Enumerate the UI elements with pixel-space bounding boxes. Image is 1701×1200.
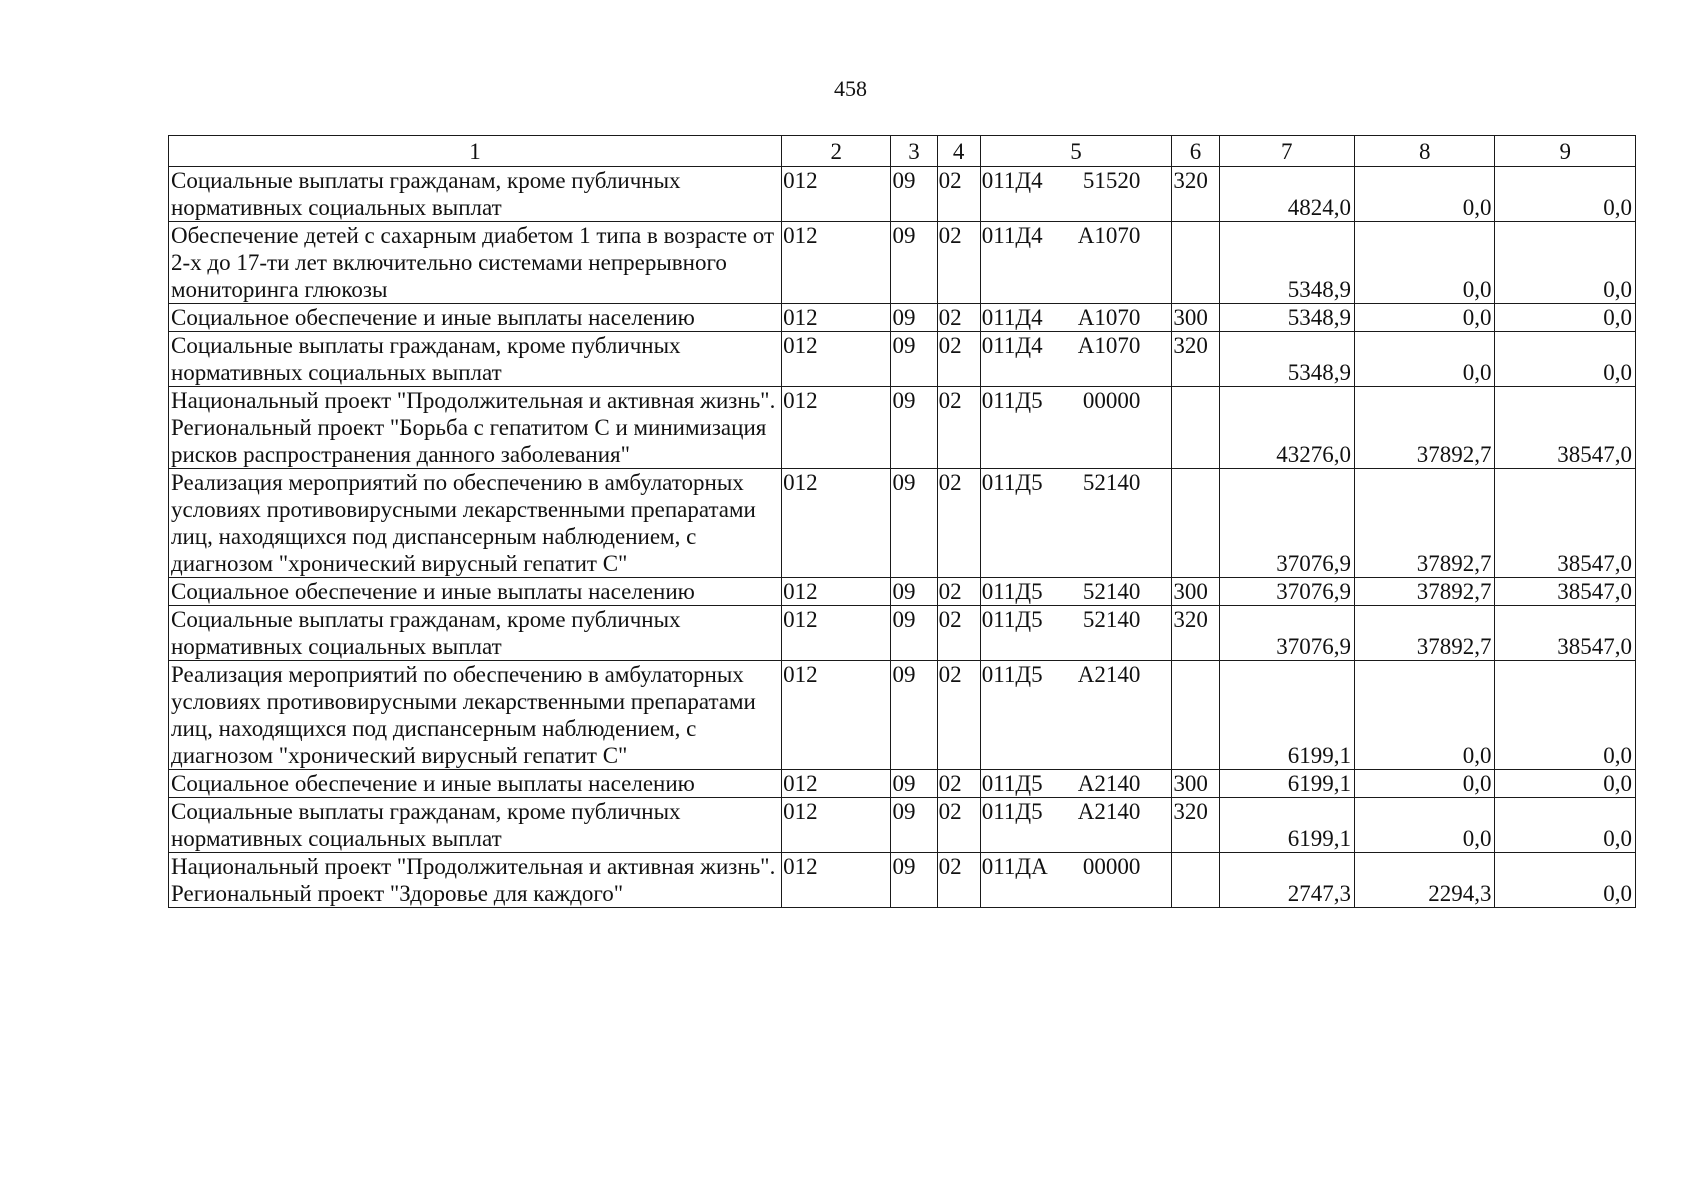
amount-col-8: 37892,7 — [1354, 578, 1494, 606]
row-description: Реализация мероприятий по обеспечению в амбулаторных условиях противовирусными лекарственными препаратами лиц, находящихся под диспансерным наблюдением, с диагнозом "хронический вирусный гепатит С" — [169, 661, 782, 770]
target-article-split — [982, 661, 1169, 688]
direction-code: 00000 — [1082, 388, 1141, 413]
target-article-split — [982, 387, 1169, 414]
amount-col-8: 37892,7 — [1354, 469, 1494, 578]
section-code: 09 — [891, 606, 937, 661]
row-description: Обеспечение детей с сахарным диабетом 1 типа в возрасте от 2-х до 17-ти лет включительно системами непрерывного мониторинга глюкозы — [169, 222, 782, 304]
amount-col-7: 5348,9 — [1219, 304, 1354, 332]
expense-type-code — [1172, 853, 1219, 908]
section-code: 09 — [891, 167, 937, 222]
row-description: Социальное обеспечение и иные выплаты населению — [169, 304, 782, 332]
target-article-code — [980, 798, 1172, 853]
amount-col-9: 0,0 — [1495, 770, 1636, 798]
section-code: 09 — [891, 387, 937, 469]
direction-code: А2140 — [1077, 662, 1141, 687]
target-article-code — [980, 578, 1172, 606]
amount-col-8: 2294,3 — [1354, 853, 1494, 908]
amount-col-7: 5348,9 — [1219, 332, 1354, 387]
amount-col-8: 0,0 — [1354, 167, 1494, 222]
target-article-code — [980, 469, 1172, 578]
amount-col-8: 0,0 — [1354, 798, 1494, 853]
budget-table — [168, 135, 1636, 908]
table-row — [169, 853, 1636, 908]
program-code: 011ДА — [981, 854, 1048, 879]
subsection-code: 02 — [937, 304, 980, 332]
target-article-code — [980, 332, 1172, 387]
table-row — [169, 387, 1636, 469]
program-code: 011Д4 — [981, 333, 1043, 358]
row-description: Социальные выплаты гражданам, кроме публичных нормативных социальных выплат — [169, 332, 782, 387]
direction-code: 52140 — [1082, 470, 1141, 495]
program-code: 011Д4 — [981, 305, 1043, 330]
ministry-code: 012 — [782, 469, 891, 578]
direction-code: А1070 — [1077, 305, 1141, 330]
amount-col-7: 2747,3 — [1219, 853, 1354, 908]
amount-col-8: 0,0 — [1354, 304, 1494, 332]
amount-col-8: 37892,7 — [1354, 387, 1494, 469]
amount-col-9: 0,0 — [1495, 661, 1636, 770]
table-row — [169, 606, 1636, 661]
table-row — [169, 798, 1636, 853]
program-code: 011Д4 — [981, 168, 1043, 193]
ministry-code: 012 — [782, 798, 891, 853]
amount-col-9: 0,0 — [1495, 332, 1636, 387]
program-code: 011Д4 — [981, 223, 1043, 248]
column-header: 9 — [1495, 136, 1636, 167]
row-description: Социальные выплаты гражданам, кроме публичных нормативных социальных выплат — [169, 606, 782, 661]
column-header: 8 — [1354, 136, 1494, 167]
section-code: 09 — [891, 578, 937, 606]
amount-col-7: 6199,1 — [1219, 798, 1354, 853]
table-row — [169, 770, 1636, 798]
program-code: 011Д5 — [981, 607, 1043, 632]
amount-col-9: 38547,0 — [1495, 387, 1636, 469]
row-description: Национальный проект "Продолжительная и активная жизнь". Региональный проект "Борьба с гепатитом С и минимизация рисков распространения данного заболевания" — [169, 387, 782, 469]
target-article-split — [982, 770, 1169, 797]
section-code: 09 — [891, 853, 937, 908]
target-article-code — [980, 167, 1172, 222]
section-code: 09 — [891, 798, 937, 853]
table-row — [169, 167, 1636, 222]
subsection-code: 02 — [937, 387, 980, 469]
target-article-code — [980, 387, 1172, 469]
column-header: 1 — [169, 136, 782, 167]
amount-col-7: 37076,9 — [1219, 578, 1354, 606]
expense-type-code — [1172, 661, 1219, 770]
amount-col-8: 37892,7 — [1354, 606, 1494, 661]
subsection-code: 02 — [937, 661, 980, 770]
row-description: Социальное обеспечение и иные выплаты населению — [169, 770, 782, 798]
target-article-split — [982, 167, 1169, 194]
direction-code: А2140 — [1077, 771, 1141, 796]
program-code: 011Д5 — [981, 388, 1043, 413]
section-code: 09 — [891, 469, 937, 578]
expense-type-code: 300 — [1172, 770, 1219, 798]
subsection-code: 02 — [937, 606, 980, 661]
direction-code: 00000 — [1082, 854, 1141, 879]
column-header: 2 — [782, 136, 891, 167]
ministry-code: 012 — [782, 606, 891, 661]
direction-code: 52140 — [1082, 607, 1141, 632]
target-article-split — [982, 853, 1169, 880]
column-header: 3 — [891, 136, 937, 167]
amount-col-8: 0,0 — [1354, 661, 1494, 770]
amount-col-9: 0,0 — [1495, 798, 1636, 853]
ministry-code: 012 — [782, 770, 891, 798]
amount-col-9: 0,0 — [1495, 304, 1636, 332]
row-description: Социальное обеспечение и иные выплаты населению — [169, 578, 782, 606]
amount-col-7: 37076,9 — [1219, 606, 1354, 661]
subsection-code: 02 — [937, 469, 980, 578]
table-body — [169, 167, 1636, 908]
ministry-code: 012 — [782, 853, 891, 908]
amount-col-9: 38547,0 — [1495, 469, 1636, 578]
target-article-code — [980, 661, 1172, 770]
section-code: 09 — [891, 770, 937, 798]
column-header: 6 — [1172, 136, 1219, 167]
subsection-code: 02 — [937, 167, 980, 222]
row-description: Реализация мероприятий по обеспечению в амбулаторных условиях противовирусными лекарственными препаратами лиц, находящихся под диспансерным наблюдением, с диагнозом "хронический вирусный гепатит С" — [169, 469, 782, 578]
ministry-code: 012 — [782, 332, 891, 387]
row-description: Социальные выплаты гражданам, кроме публичных нормативных социальных выплат — [169, 798, 782, 853]
direction-code: А2140 — [1077, 799, 1141, 824]
program-code: 011Д5 — [981, 470, 1043, 495]
table-row — [169, 222, 1636, 304]
target-article-split — [982, 304, 1169, 331]
table-row — [169, 332, 1636, 387]
expense-type-code: 320 — [1172, 167, 1219, 222]
amount-col-7: 37076,9 — [1219, 469, 1354, 578]
direction-code: 52140 — [1082, 579, 1141, 604]
table-row — [169, 578, 1636, 606]
target-article-code — [980, 304, 1172, 332]
amount-col-8: 0,0 — [1354, 222, 1494, 304]
direction-code: А1070 — [1077, 333, 1141, 358]
expense-type-code: 300 — [1172, 578, 1219, 606]
direction-code: А1070 — [1077, 223, 1141, 248]
section-code: 09 — [891, 304, 937, 332]
ministry-code: 012 — [782, 222, 891, 304]
target-article-split — [982, 578, 1169, 605]
subsection-code: 02 — [937, 853, 980, 908]
target-article-split — [982, 469, 1169, 496]
target-article-split — [982, 606, 1169, 633]
section-code: 09 — [891, 661, 937, 770]
table-row — [169, 304, 1636, 332]
target-article-code — [980, 770, 1172, 798]
subsection-code: 02 — [937, 332, 980, 387]
amount-col-9: 0,0 — [1495, 167, 1636, 222]
amount-col-9: 38547,0 — [1495, 578, 1636, 606]
amount-col-7: 4824,0 — [1219, 167, 1354, 222]
target-article-split — [982, 222, 1169, 249]
column-header: 4 — [937, 136, 980, 167]
subsection-code: 02 — [937, 222, 980, 304]
target-article-split — [982, 798, 1169, 825]
target-article-code — [980, 222, 1172, 304]
target-article-code — [980, 853, 1172, 908]
expense-type-code — [1172, 222, 1219, 304]
amount-col-8: 0,0 — [1354, 770, 1494, 798]
amount-col-7: 5348,9 — [1219, 222, 1354, 304]
row-description: Социальные выплаты гражданам, кроме публичных нормативных социальных выплат — [169, 167, 782, 222]
ministry-code: 012 — [782, 661, 891, 770]
subsection-code: 02 — [937, 770, 980, 798]
amount-col-7: 6199,1 — [1219, 770, 1354, 798]
amount-col-9: 0,0 — [1495, 222, 1636, 304]
column-header: 7 — [1219, 136, 1354, 167]
target-article-split — [982, 332, 1169, 359]
ministry-code: 012 — [782, 578, 891, 606]
section-code: 09 — [891, 332, 937, 387]
program-code: 011Д5 — [981, 799, 1043, 824]
expense-type-code — [1172, 469, 1219, 578]
section-code: 09 — [891, 222, 937, 304]
ministry-code: 012 — [782, 304, 891, 332]
expense-type-code: 300 — [1172, 304, 1219, 332]
table-header-row — [169, 136, 1636, 167]
program-code: 011Д5 — [981, 771, 1043, 796]
table-row — [169, 661, 1636, 770]
ministry-code: 012 — [782, 167, 891, 222]
target-article-code — [980, 606, 1172, 661]
page-number: 458 — [834, 76, 867, 101]
amount-col-9: 38547,0 — [1495, 606, 1636, 661]
table-row — [169, 469, 1636, 578]
direction-code: 51520 — [1082, 168, 1141, 193]
amount-col-8: 0,0 — [1354, 332, 1494, 387]
expense-type-code: 320 — [1172, 606, 1219, 661]
amount-col-7: 43276,0 — [1219, 387, 1354, 469]
expense-type-code: 320 — [1172, 798, 1219, 853]
subsection-code: 02 — [937, 798, 980, 853]
expense-type-code — [1172, 387, 1219, 469]
ministry-code: 012 — [782, 387, 891, 469]
amount-col-7: 6199,1 — [1219, 661, 1354, 770]
program-code: 011Д5 — [981, 579, 1043, 604]
column-header: 5 — [980, 136, 1172, 167]
expense-type-code: 320 — [1172, 332, 1219, 387]
subsection-code: 02 — [937, 578, 980, 606]
program-code: 011Д5 — [981, 662, 1043, 687]
row-description: Национальный проект "Продолжительная и активная жизнь". Региональный проект "Здоровье для каждого" — [169, 853, 782, 908]
amount-col-9: 0,0 — [1495, 853, 1636, 908]
